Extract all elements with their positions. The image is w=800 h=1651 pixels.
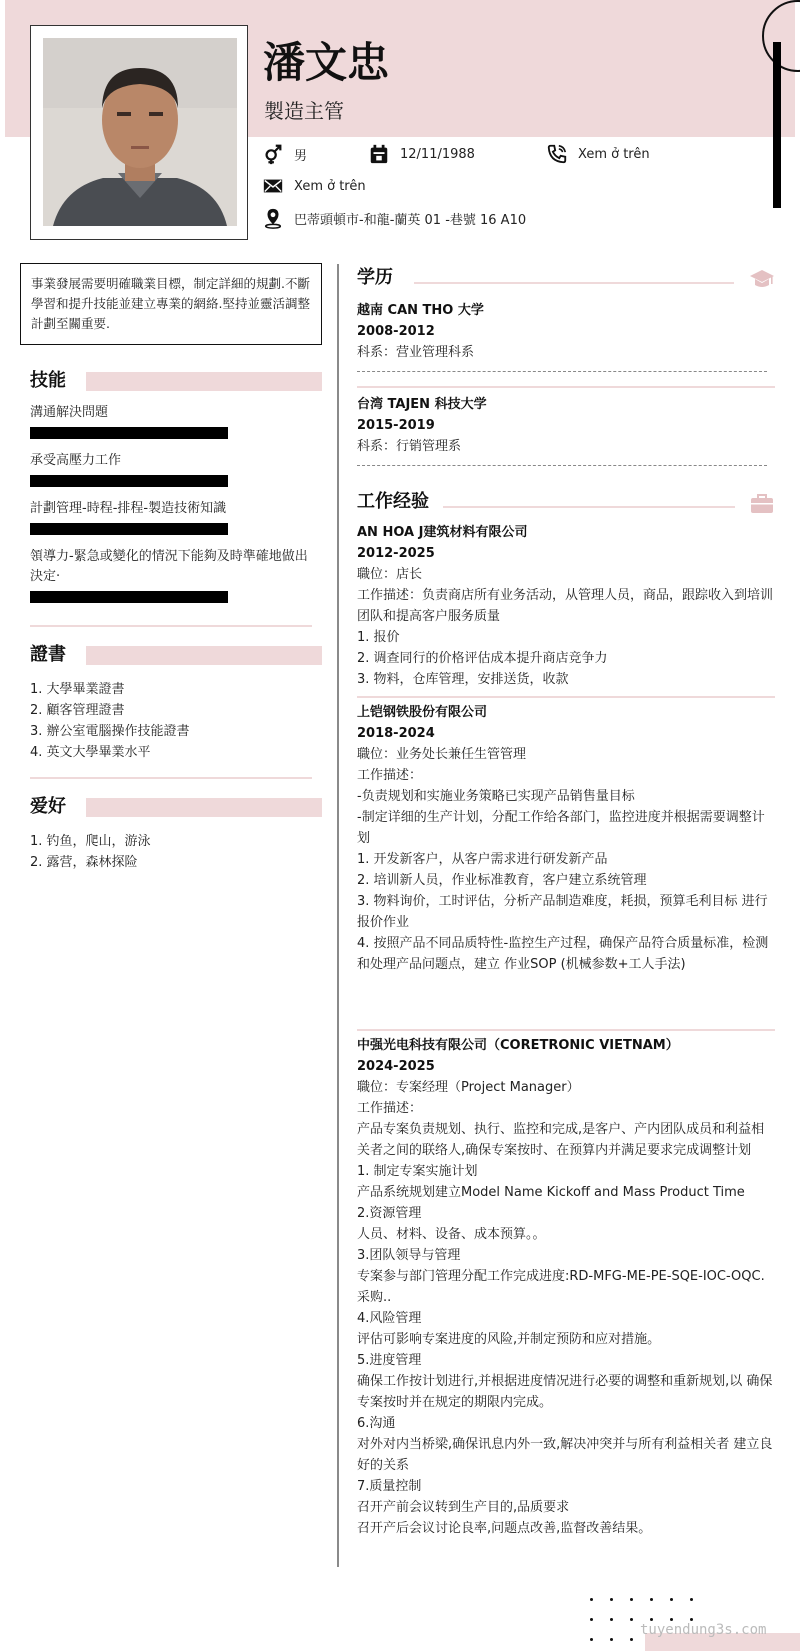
hobby-item: 1. 钓鱼，爬山，游泳 — [30, 834, 151, 849]
job-line: 5.进度管理 — [357, 1353, 422, 1368]
gender-info — [262, 143, 307, 165]
job-line: 专案参与部门管理分配工作完成进度:RD-MFG-ME-PE-SQE-IOC-OQC.采购.. — [357, 1269, 765, 1305]
profile-photo — [43, 38, 237, 226]
decoration-dot — [650, 1598, 653, 1601]
job-title: 製造主管 — [264, 99, 344, 123]
calendar-icon — [368, 143, 390, 165]
skill-bar-fill — [30, 475, 228, 487]
phone-info — [546, 143, 650, 165]
job-line: 2. 培训新人员，作业标准教育，客户建立系统管理 — [357, 873, 647, 888]
job-line: -负责规划和实施业务策略已实现产品销售量目标 — [357, 789, 635, 804]
experience-title: 工作经验 — [357, 491, 429, 512]
job-line: 召开产后会议讨论良率,问题点改善,监督改善结果。 — [357, 1521, 652, 1536]
address-info — [262, 207, 526, 229]
skill-bar — [30, 523, 228, 535]
career-objective: 事業發展需要明確職業目標，制定詳細的規劃.不斷學習和提升技能並建立專業的網絡.堅持並靈活調整計劃至關重要. — [20, 263, 322, 345]
job-line: 職位：业务处长兼任生管管理 — [357, 747, 527, 762]
job-entry — [357, 702, 775, 975]
decoration-dot — [610, 1618, 613, 1621]
entry-divider — [357, 1029, 775, 1031]
skill-item — [30, 451, 312, 487]
school-name: 台湾 TAJEN 科技大学 — [357, 397, 487, 412]
skills-heading — [20, 369, 322, 393]
skill-label: 承受高壓力工作 — [30, 453, 122, 468]
skill-item — [30, 547, 312, 603]
job-line: 7.质量控制 — [357, 1479, 422, 1494]
certificate-item: 1. 大學畢業證書 — [30, 682, 125, 697]
job-line: 2. 调查同行的价格评估成本提升商店竞争力 — [357, 651, 608, 666]
certificates-title: 證書 — [30, 644, 66, 665]
job-line: 1. 制定专案实施计划 — [357, 1164, 478, 1179]
study-major: 科系：营业管理科系 — [357, 345, 475, 360]
skill-bar — [30, 427, 228, 439]
skills-title: 技能 — [30, 370, 66, 391]
job-line: -制定详细的生产计划，分配工作给各部门，监控进度并根据需要调整计划 — [357, 810, 765, 846]
phone-value: Xem ở trên — [578, 146, 650, 162]
decoration-dot — [670, 1598, 673, 1601]
location-icon — [262, 207, 284, 229]
company-name: 中强光电科技有限公司（CORETRONIC VIETNAM） — [357, 1038, 679, 1053]
job-line: 产品专案负责规划、执行、监控和完成,是客户、产内团队成员和利益相关者之间的联络人,确保专案按时、在预算内并满足要求完成调整计划 — [357, 1122, 765, 1158]
email-icon — [262, 175, 284, 197]
certificates-heading-band — [86, 646, 322, 665]
experience-heading — [357, 488, 775, 518]
email-info — [262, 175, 366, 197]
skill-bar-fill — [30, 523, 228, 535]
company-name: 上铠钢铁股份有限公司 — [357, 705, 488, 720]
certificates-heading — [20, 643, 322, 667]
job-line: 工作描述： — [357, 1101, 423, 1116]
column-divider — [337, 264, 339, 1567]
hobbies-list — [30, 831, 312, 873]
skill-item — [30, 403, 312, 439]
birthday-info — [368, 143, 475, 165]
hobby-item: 2. 露营，森林探险 — [30, 855, 138, 870]
certificate-item: 3. 辦公室電腦操作技能證書 — [30, 724, 190, 739]
job-line: 产品系统规划建立Model Name Kickoff and Mass Product Time — [357, 1185, 745, 1200]
decoration-dot — [590, 1598, 593, 1601]
job-entry — [357, 522, 775, 690]
job-line: 職位：店长 — [357, 567, 423, 582]
entry-divider — [357, 696, 775, 698]
job-line: 4. 按照产品不同品质特性-监控生产过程，确保产品符合质量标准，检测和处理产品问题点，建立 作业SOP (机械参数+工人手法) — [357, 936, 769, 972]
left-column — [20, 263, 322, 873]
skill-bar-fill — [30, 591, 228, 603]
experience-heading-line — [443, 506, 735, 508]
company-name: AN HOA J建筑材料有限公司 — [357, 525, 528, 540]
job-line: 4.风险管理 — [357, 1311, 422, 1326]
job-line: 2.资源管理 — [357, 1206, 422, 1221]
skills-heading-band — [86, 372, 322, 391]
job-line: 工作描述： — [357, 768, 423, 783]
job-line: 确保工作按计划进行,并根据进度情况进行必要的调整和重新规划,以 确保专案按时并在规定的期限内完成。 — [357, 1374, 773, 1410]
skill-bar — [30, 591, 228, 603]
dashed-divider — [357, 371, 767, 372]
skill-label: 溝通解決問題 — [30, 405, 109, 420]
skill-bar — [30, 475, 228, 487]
gender-icon — [262, 143, 284, 165]
address-value: 巴蒂頭頓市-和龍-蘭英 01 -巷號 16 A10 — [294, 212, 527, 228]
decoration-dot — [670, 1618, 673, 1621]
job-entry — [357, 1035, 775, 1539]
job-line: 召开产前会议转到生产目的,品质要求 — [357, 1500, 570, 1515]
decoration-dot — [630, 1638, 633, 1641]
job-line: 1. 报价 — [357, 630, 400, 645]
bar-decoration — [773, 42, 781, 208]
job-line: 人员、材料、设备、成本预算。。 — [357, 1227, 546, 1242]
education-item — [357, 394, 775, 457]
study-period: 2015-2019 — [357, 418, 435, 433]
skill-label: 計劃管理-時程-排程-製造技術知識 — [30, 501, 227, 516]
birthday-value: 12/11/1988 — [400, 146, 475, 162]
hobbies-title: 爱好 — [30, 796, 66, 817]
job-line: 職位：专案经理（Project Manager） — [357, 1080, 580, 1095]
decoration-dot — [590, 1638, 593, 1641]
job-period: 2012-2025 — [357, 546, 435, 561]
job-line: 3. 物料，仓库管理，安排送货，收款 — [357, 672, 569, 687]
skill-item — [30, 499, 312, 535]
certificates-list — [30, 679, 312, 763]
hobbies-heading — [20, 795, 322, 819]
gender-value: 男 — [294, 148, 308, 164]
email-value: Xem ở trên — [294, 178, 366, 194]
decoration-dot — [690, 1618, 693, 1621]
section-divider — [30, 777, 312, 779]
certificate-item: 2. 顧客管理證書 — [30, 703, 125, 718]
profile-photo-frame — [30, 25, 248, 240]
decoration-dot — [630, 1598, 633, 1601]
education-heading — [357, 264, 775, 294]
briefcase-icon — [749, 490, 775, 516]
right-column — [357, 264, 775, 1539]
decoration-dot — [610, 1638, 613, 1641]
study-major: 科系：行销管理系 — [357, 439, 462, 454]
decoration-dot — [610, 1598, 613, 1601]
study-period: 2008-2012 — [357, 324, 435, 339]
skills-list — [20, 403, 322, 603]
skill-label: 領導力-緊急或變化的情況下能夠及時準確地做出決定· — [30, 549, 308, 584]
job-line: 6.沟通 — [357, 1416, 396, 1431]
hobbies-heading-band — [86, 798, 322, 817]
education-item — [357, 300, 775, 363]
certificate-item: 4. 英文大學畢業水平 — [30, 745, 151, 760]
decoration-dot — [630, 1618, 633, 1621]
section-divider — [30, 625, 312, 627]
person-name: 潘文忠 — [263, 38, 390, 87]
education-title: 学历 — [357, 267, 393, 288]
decoration-dot — [690, 1598, 693, 1601]
job-period: 2024-2025 — [357, 1059, 435, 1074]
job-line: 1. 开发新客户，从客户需求进行研发新产品 — [357, 852, 608, 867]
job-line: 对外对内当桥梁,确保讯息内外一致,解决冲突并与所有利益相关者 建立良好的关系 — [357, 1437, 773, 1473]
education-heading-line — [414, 282, 734, 284]
dashed-divider — [357, 465, 767, 466]
entry-divider — [357, 386, 775, 388]
phone-icon — [546, 143, 568, 165]
graduation-cap-icon — [749, 266, 775, 292]
job-line: 评估可影响专案进度的风险,并制定预防和应对措施。 — [357, 1332, 661, 1347]
job-line: 工作描述：负责商店所有业务活动，从管理人员，商品，跟踪收入到培训团队和提高客户服务质量 — [357, 588, 774, 624]
job-line: 3.团队领导与管理 — [357, 1248, 461, 1263]
decoration-dot — [650, 1618, 653, 1621]
watermark: tuyendung3s.com — [640, 1622, 767, 1638]
job-line: 3. 物料询价，工时评估，分析产品制造难度，耗损，预算毛利目标 进行报价作业 — [357, 894, 768, 930]
skill-bar-fill — [30, 427, 228, 439]
school-name: 越南 CAN THO 大学 — [357, 303, 484, 318]
decoration-dot — [590, 1618, 593, 1621]
job-period: 2018-2024 — [357, 726, 435, 741]
